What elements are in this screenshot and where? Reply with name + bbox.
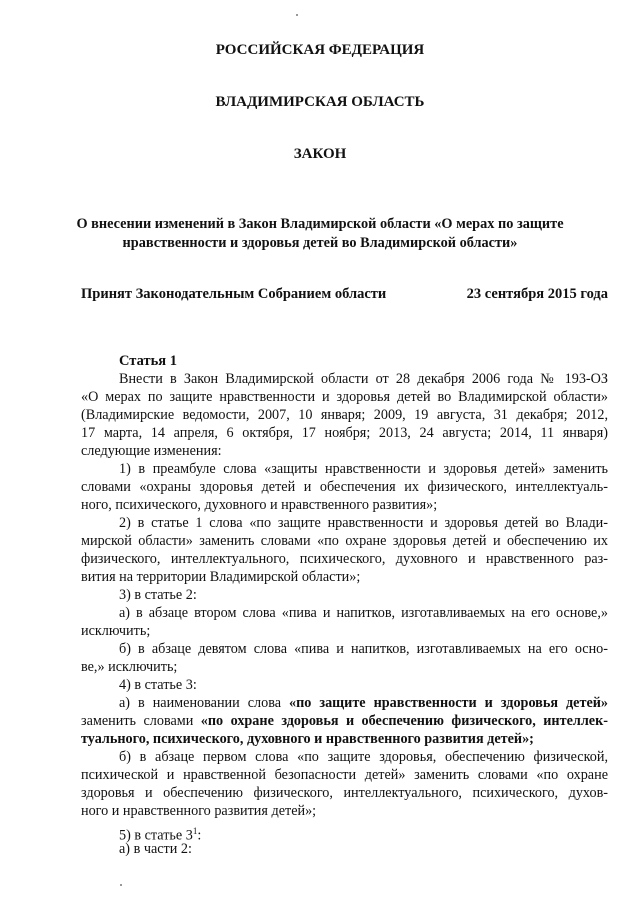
body-line: словами «охраны здоровья детей и обеспечения их физического, интеллектуаль-	[81, 479, 608, 495]
body-line: «О мерах по защите нравственности и здоровья детей во Владимирской области»	[81, 389, 608, 405]
body-line: 17 марта, 14 апреля, 6 октября, 17 ноября; 2013, 24 августа; 2014, 11 января)	[81, 425, 608, 441]
body-line: туального, психического, духовного и нравственного развития детей»;	[81, 731, 534, 747]
body-line: ного и нравственного развития детей»;	[81, 803, 317, 819]
superscript: 1	[192, 826, 198, 836]
body-line: б) в абзаце первом слова «по защите здоровья, обеспечению физической,	[119, 749, 608, 765]
doc-type-heading: ЗАКОН	[293, 146, 347, 162]
body-line: ве,» исключить;	[81, 659, 178, 675]
bold-phrase: «по защите нравственности и здоровья детей»	[289, 695, 609, 711]
scan-speck	[120, 884, 122, 886]
law-title-line-2: нравственности и здоровья детей во Владимирской области»	[122, 235, 518, 251]
body-line: мирской области» заменить словами «по охране здоровья детей и обеспечению их	[81, 533, 608, 549]
body-line: ного, психического, духовного и нравственного развития»;	[81, 497, 438, 513]
country-heading: РОССИЙСКАЯ ФЕДЕРАЦИЯ	[215, 42, 425, 58]
body-line: физического, интеллектуального, психического, духовного и нравственного раз-	[81, 551, 608, 567]
article-heading: Статья 1	[119, 353, 177, 369]
body-line: исключить;	[81, 623, 151, 639]
body-line: 3) в статье 2:	[119, 587, 197, 603]
bold-phrase: «по охране здоровья и обеспечению физического, интеллек-	[200, 713, 608, 729]
body-line: психической и нравственной безопасности детей» заменить словами «по охране	[81, 767, 608, 783]
body-line: а) в наименовании слова «по защите нравственности и здоровья детей»	[119, 695, 609, 711]
body-line: (Владимирские ведомости, 2007, 10 января; 2009, 19 августа, 31 декабря; 2012,	[81, 407, 608, 423]
body-line: 2) в статье 1 слова «по защите нравственности и здоровья детей во Влади-	[119, 515, 608, 531]
body-line: Внести в Закон Владимирской области от 28 декабря 2006 года № 193-ОЗ	[119, 371, 608, 387]
body-line: а) в абзаце втором слова «пива и напитков, изготавливаемых на его основе,»	[119, 605, 608, 621]
body-line: 5) в статье $3^1$:	[119, 826, 202, 844]
body-line: следующие изменения:	[81, 443, 222, 459]
adoption-date: 23 сентября 2015 года	[466, 286, 608, 302]
adopted-by: Принят Законодательным Собранием области	[81, 286, 387, 302]
body-line: вития на территории Владимирской области»;	[81, 569, 361, 585]
body-line: б) в абзаце девятом слова «пива и напитков, изготавливаемых на его осно-	[119, 641, 608, 657]
body-line: заменить словами «по охране здоровья и обеспечению физического, интеллек-	[81, 713, 608, 729]
body-line: 1) в преамбуле слова «защиты нравственности и здоровья детей» заменить	[119, 461, 608, 477]
law-title-line-1: О внесении изменений в Закон Владимирской области «О мерах по защите	[76, 216, 564, 232]
region-heading: ВЛАДИМИРСКАЯ ОБЛАСТЬ	[215, 94, 425, 110]
body-line: а) в части 2:	[119, 841, 192, 857]
body-line: здоровья и обеспечению физического, интеллектуального, психического, духов-	[81, 785, 608, 801]
adoption-line	[81, 286, 608, 303]
scan-speck	[296, 14, 298, 16]
body-line: 4) в статье 3:	[119, 677, 197, 693]
